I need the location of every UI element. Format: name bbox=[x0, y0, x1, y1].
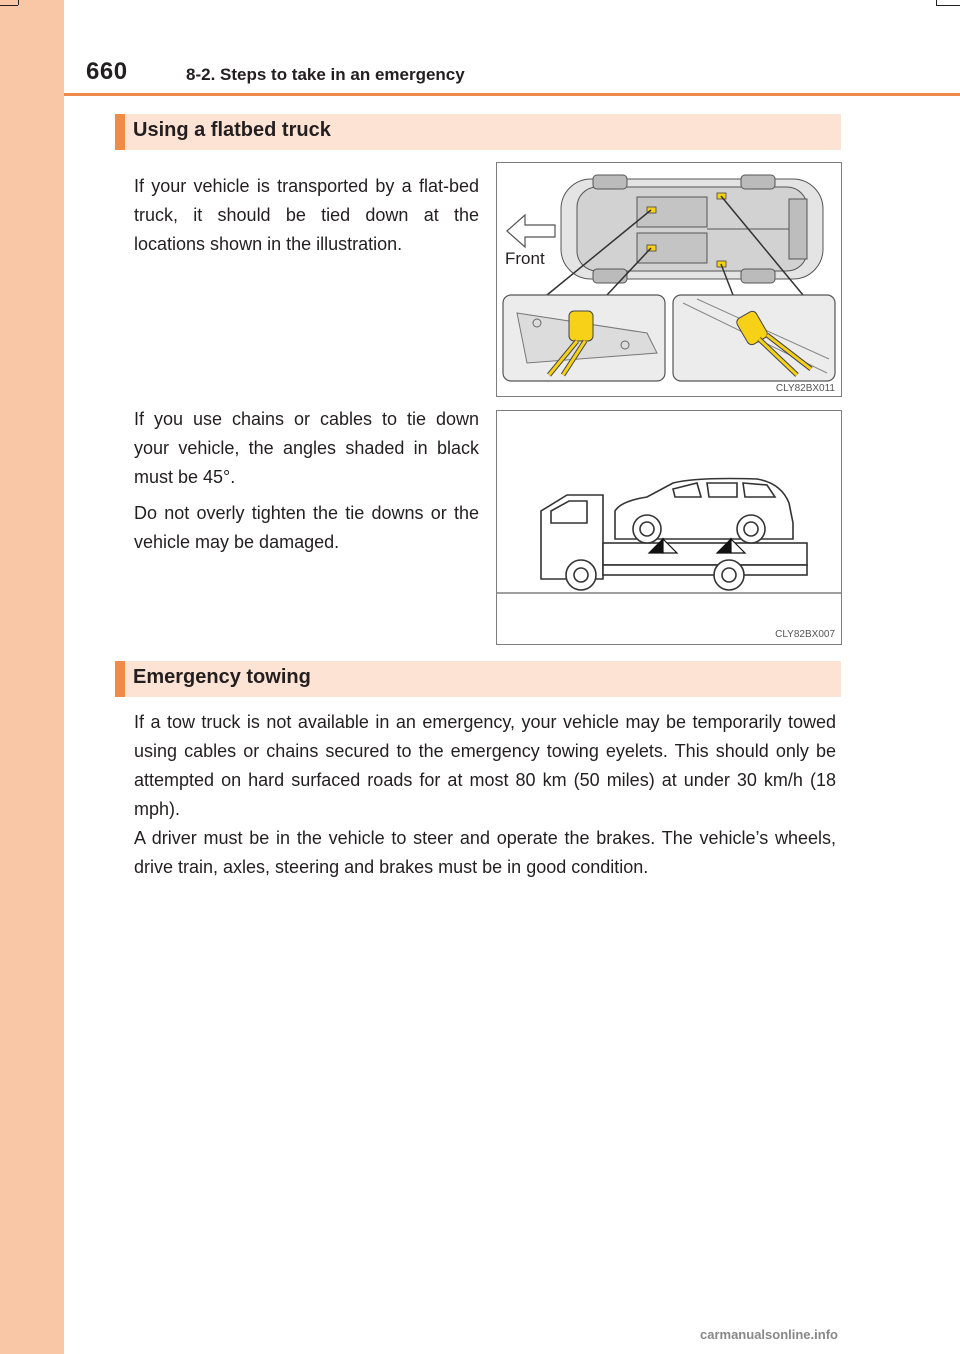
figure-code: CLY82BX007 bbox=[775, 629, 835, 640]
front-label: Front bbox=[505, 249, 545, 268]
flatbed-tiedown-text bbox=[134, 405, 479, 564]
figure-code: CLY82BX011 bbox=[775, 383, 835, 394]
flatbed-intro-text bbox=[134, 172, 479, 266]
section-accent-bar bbox=[115, 661, 125, 697]
paragraph: If a tow truck is not available in an emergency, your vehicle may be temporarily towed using cables or chains secured to the emergency towing eyelets. This should only be attempted on hard surfaced roads for at most 80 km (50 miles) at under 30 km/h (18 mph). bbox=[134, 712, 836, 819]
front-tiepoint-inset bbox=[503, 295, 665, 381]
crop-mark bbox=[18, 0, 19, 5]
flatbed-truck-illustration bbox=[497, 411, 841, 644]
front-arrow-icon bbox=[507, 215, 555, 247]
header-rule bbox=[64, 93, 960, 96]
crop-mark bbox=[0, 5, 18, 6]
page-edge-band bbox=[0, 0, 64, 1354]
tiedown-locations-figure bbox=[496, 162, 842, 397]
section-heading-towing bbox=[115, 661, 841, 697]
footer-watermark: carmanualsonline.info bbox=[700, 1327, 838, 1342]
section-title: Emergency towing bbox=[133, 666, 311, 688]
crop-mark bbox=[936, 5, 960, 6]
section-accent-bar bbox=[115, 114, 125, 150]
paragraph: Do not overly tighten the tie downs or the vehicle may be damaged. bbox=[134, 503, 479, 552]
page-number: 660 bbox=[86, 58, 128, 85]
paragraph: If your vehicle is transported by a flat-bed truck, it should be tied down at the locations shown in the illustration. bbox=[134, 176, 479, 254]
section-title: Using a flatbed truck bbox=[133, 119, 331, 141]
section-heading-flatbed bbox=[115, 114, 841, 150]
paragraph: A driver must be in the vehicle to steer and operate the brakes. The vehicle’s wheels, drive train, axles, steering and brakes must be in good condition. bbox=[134, 828, 836, 877]
flatbed-truck-figure bbox=[496, 410, 842, 645]
vehicle-underside-illustration bbox=[497, 163, 841, 396]
rear-tiepoint-inset bbox=[673, 295, 835, 381]
towing-text bbox=[134, 708, 836, 882]
paragraph: If you use chains or cables to tie down your vehicle, the angles shaded in black must be 45°. bbox=[134, 409, 479, 487]
chapter-title: 8-2. Steps to take in an emergency bbox=[186, 65, 465, 84]
